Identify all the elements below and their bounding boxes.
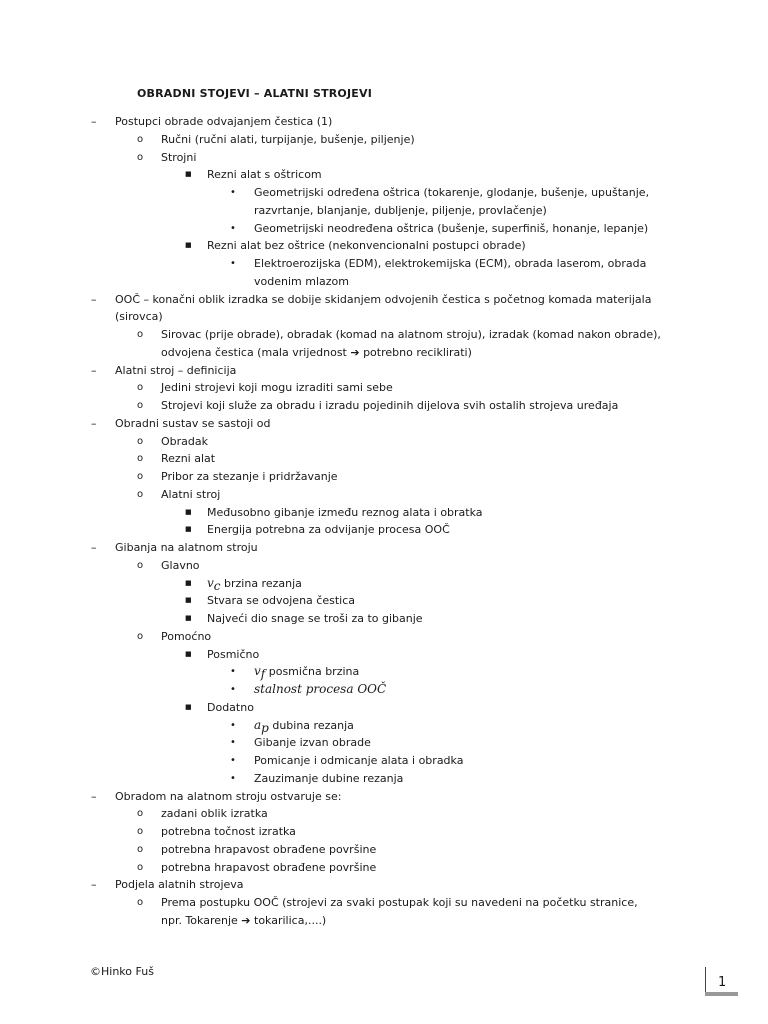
list-item [0,592,768,610]
math-description: brzina rezanja [220,576,302,590]
bullet-marker: o [137,861,144,873]
math-subscript: c [213,578,221,593]
bullet-marker: o [137,826,144,837]
list-item-text: OOČ – konačni oblik izradka se dobije skidanjem odvojenih čestica s početnog komada materijala [115,292,652,306]
list-item [0,468,768,486]
bullet-marker: • [230,666,236,678]
list-item-text: Jedini strojevi koji mogu izraditi sami sebe [161,381,393,395]
math-symbol: a [254,717,262,732]
list-item [0,131,768,149]
list-item [0,557,768,575]
list-item [0,237,768,255]
list-item-text: Rezni alat bez oštrice (nekonvencionalni postupci obrade) [207,239,526,253]
list-item-text: Dodatno [207,700,254,714]
math-symbol: stalnost procesa OOČ [254,682,387,696]
list-item [0,752,768,770]
list-item [0,273,768,291]
bullet-marker: o [137,382,144,394]
bullet-marker: – [91,115,97,128]
list-item [0,894,768,912]
list-item-text: Gibanje izvan obrade [254,736,371,750]
list-item [0,291,768,309]
list-item-text: Alatni stroj – definicija [115,363,237,377]
list-item-text [254,681,386,699]
list-item-text: Obradak [161,434,208,448]
bullet-marker: ■ [185,702,192,711]
list-item [0,912,768,930]
math-symbol: v [207,575,214,590]
bullet-marker: – [91,363,97,377]
bullet-marker: ■ [185,578,192,587]
bullet-marker: • [230,772,236,784]
content-list [0,113,768,930]
footer-author: ©Hinko Fuš [90,965,154,978]
bullet-marker: – [91,416,97,430]
bullet-marker: • [230,719,236,731]
bullet-marker: o [137,329,144,340]
list-item [0,220,768,238]
list-item-text: Postupci obrade odvajanjem čestica (1) [115,115,333,128]
bullet-marker: o [137,453,144,465]
bullet-marker: ■ [185,649,192,658]
bullet-marker: • [230,755,236,766]
list-item [0,149,768,167]
list-item [0,433,768,451]
list-item-text: Gibanja na alatnom stroju [115,541,258,554]
bullet-marker: • [230,187,236,198]
list-item-text: Glavno [161,558,200,572]
list-item [0,113,768,131]
list-item [0,663,768,681]
list-item-text: Obradni sustav se sastoji od [115,416,271,430]
bullet-marker: – [91,541,97,554]
list-item-text: Alatni stroj [161,487,221,501]
list-item-text: Elektroerozijska (EDM), elektrokemijska (ECM), obrada laserom, obrada [254,257,647,270]
list-item-text: odvojena čestica (mala vrijednost ➔ potrebno reciklirati) [161,345,472,359]
bullet-marker: • [230,222,236,234]
list-item [0,805,768,823]
list-item [0,166,768,184]
list-item [0,308,768,326]
list-item [0,876,768,894]
bullet-marker: o [137,435,144,447]
bullet-marker: ■ [185,614,192,622]
list-item-text: Posmično [207,647,260,661]
bullet-marker: o [137,133,144,145]
list-item-text: Prema postupku OOČ (strojevi za svaki postupak koji su navedeni na početku stranice, [161,896,638,909]
list-item [0,823,768,841]
bullet-marker: ■ [185,170,192,179]
list-item-text: Geometrijski određena oštrica (tokarenje, glodanje, bušenje, upuštanje, [254,186,650,199]
list-item [0,415,768,433]
bullet-marker: o [137,400,144,411]
math-description: dubina rezanja [268,718,354,732]
list-item [0,628,768,646]
list-item [0,610,768,628]
bullet-marker: o [137,808,144,820]
math-description: posmična brzina [265,665,360,679]
math-subscript: p [261,720,269,735]
list-item [0,539,768,557]
list-item [0,486,768,504]
list-item-text: Podjela alatnih strojeva [115,878,244,892]
list-item [0,575,768,593]
list-item [0,770,768,788]
bullet-marker: ■ [185,241,192,250]
list-item [0,397,768,415]
list-item [0,326,768,344]
bullet-marker: – [91,789,97,803]
bullet-marker: o [137,488,144,500]
list-item [0,681,768,699]
list-item-text: Obradom na alatnom stroju ostvaruje se: [115,789,342,803]
list-item [0,717,768,735]
list-item [0,788,768,806]
bullet-marker: • [230,737,236,749]
page-title: OBRADNI STOJEVI – ALATNI STROJEVI [137,87,373,100]
list-item [0,859,768,877]
page-number: 1 [718,975,727,990]
math-subscript: f [260,667,266,682]
list-item-text: Rezni alat [161,452,216,466]
bullet-marker: ■ [185,596,192,605]
list-item [0,362,768,380]
list-item-text: Ručni (ručni alati, turpijanje, bušenje, piljenje) [161,132,415,146]
list-item [0,255,768,273]
bullet-marker: o [137,151,144,163]
list-item-text: Zauzimanje dubine rezanja [254,771,404,785]
list-item-text: (sirovca) [115,310,163,324]
list-item [0,450,768,468]
bullet-marker: • [230,258,236,269]
list-item-text: potrebna točnost izratka [161,825,296,838]
list-item [0,379,768,397]
list-item-text: Geometrijski neodređena oštrica (bušenje, superfiniš, honanje, lepanje) [254,221,649,235]
list-item-text: Pomoćno [161,629,212,643]
list-item-text: Sirovac (prije obrade), obradak (komad na alatnom stroju), izradak (komad nakon obrade), [161,328,661,341]
bullet-marker: o [137,897,144,908]
list-item-text: Najveći dio snage se troši za to gibanje [207,612,423,625]
bullet-marker: ■ [185,507,192,516]
list-item-text: Pomicanje i odmicanje alata i obradka [254,754,464,767]
list-item [0,841,768,859]
bullet-marker: o [137,471,144,482]
list-item-text: Strojevi koji služe za obradu i izradu pojedinih dijelova svih ostalih strojeva uređaja [161,399,619,412]
bullet-marker: • [230,684,236,695]
bullet-marker: – [91,292,97,306]
bullet-marker: ■ [185,525,192,534]
list-item [0,699,768,717]
bullet-marker: o [137,630,144,642]
list-item [0,344,768,362]
list-item [0,504,768,522]
list-item [0,184,768,202]
list-item [0,521,768,539]
list-item [0,734,768,752]
list-item-text: zadani oblik izratka [161,807,268,821]
list-item-text: razvrtanje, blanjanje, dubljenje, piljenje, provlačenje) [254,203,547,217]
list-item-text: Energija potrebna za odvijanje procesa OOČ [207,523,450,537]
list-item-text: npr. Tokarenje ➔ tokarilica,....) [161,913,327,927]
list-item-text: Međusobno gibanje između reznog alata i obratka [207,505,483,519]
list-item-text: vodenim mlazom [254,274,349,288]
bullet-marker: o [137,843,144,855]
list-item [0,202,768,220]
list-item-text: Rezni alat s oštricom [207,168,322,182]
page-number-bar [705,992,738,996]
list-item-text: potrebna hrapavost obrađene površine [161,860,377,874]
list-item-text: Stvara se odvojena čestica [207,594,355,608]
list-item-text: Strojni [161,150,197,164]
list-item-text: potrebna hrapavost obrađene površine [161,842,377,856]
list-item-text: Pribor za stezanje i pridržavanje [161,470,338,483]
bullet-marker: o [137,559,144,571]
math-symbol: v [254,664,261,679]
list-item [0,646,768,664]
bullet-marker: – [91,878,97,892]
